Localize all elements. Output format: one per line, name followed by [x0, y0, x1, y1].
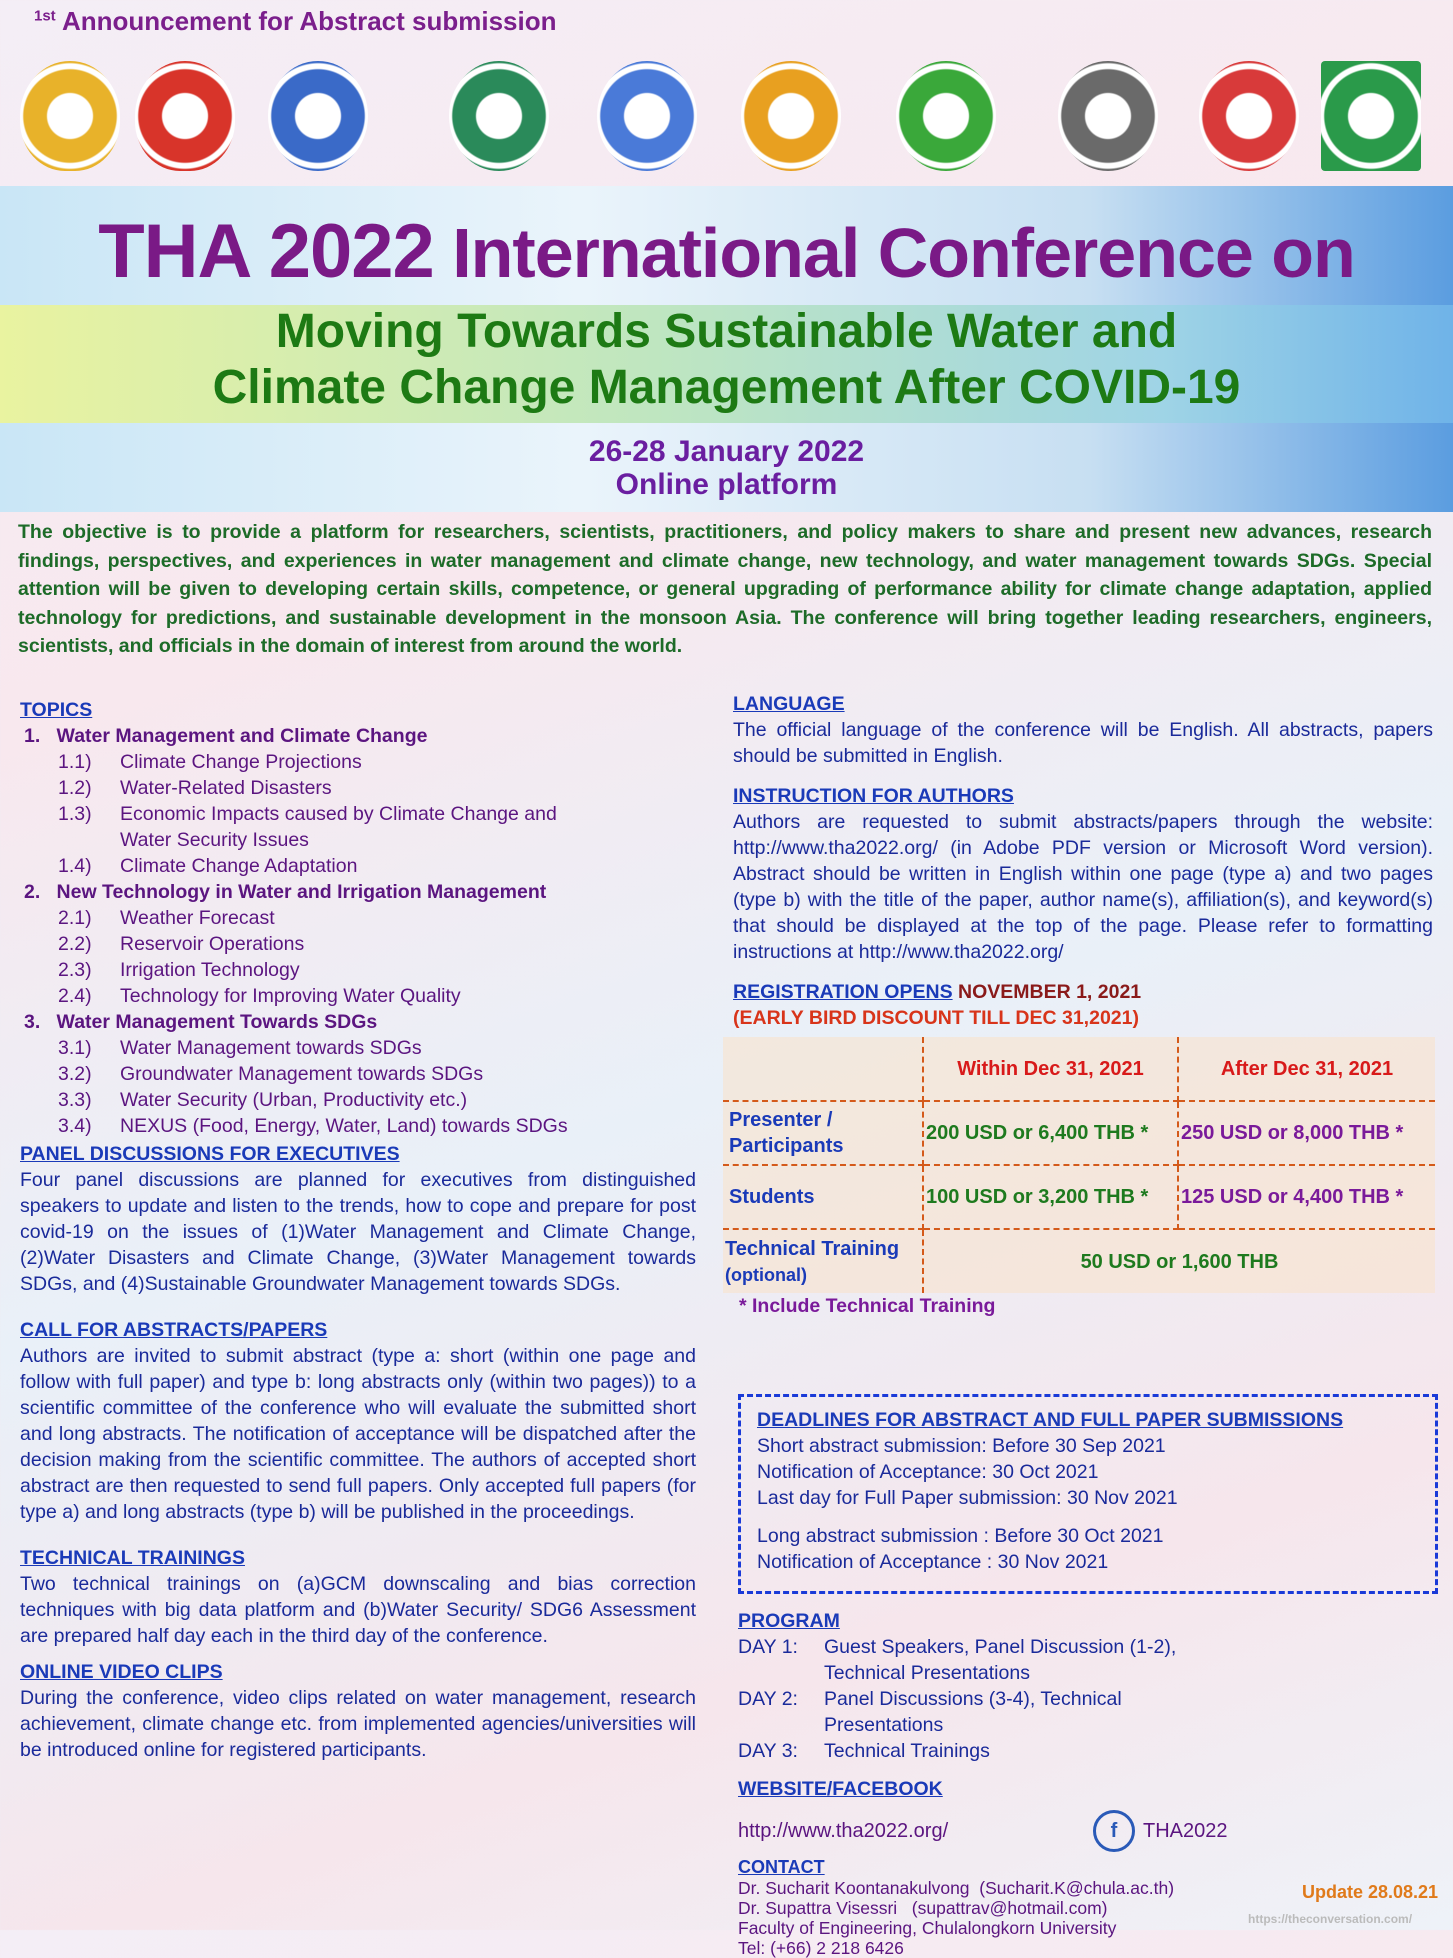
- onwr-logo-icon: [263, 52, 373, 180]
- objective-paragraph: The objective is to provide a platform for researchers, scientists, practitioners, and policy makers to share and present new advances, research findings, perspectives, and experiences in water management and climate change, new technology, and water management towards SDGs. Special attention will be given to developing certain skills, competence, or general upgrading of performance ability for climate change adaptation, applied technology for predictions, and sustainable development in the monsoon Asia. The conference will bring together leading researchers, engineers, scientists, and officials in the domain of interest from around the world.: [18, 521, 1432, 658]
- call-text: Authors are invited to submit abstract (type a: short (within one page and follow with full paper) and type b: long abstracts only (within two pages)) to a scientific committee of the conference who will evaluate the submitted short and long abstracts. The notification of acceptance will be dispatched after the decision making from the scientific committee. The authors of accepted short abstract are then requested to send full papers. Only accepted full papers (for type a) and long abstracts (type b) will be published in the proceedings.: [20, 1345, 696, 1523]
- conference-title: THA 2022 International Conference on: [98, 209, 1355, 294]
- kasetsart-logo-icon: [891, 52, 1001, 180]
- table-header-row: [723, 1037, 1435, 1101]
- nrct-logo-icon: [1316, 52, 1426, 180]
- language-text: The official language of the conference will be English. All abstracts, papers should be submitted in English.: [733, 719, 1433, 767]
- topic-item: 1.3) Economic Impacts caused by Climate Change and Water Security Issues: [58, 803, 557, 851]
- conference-date: 26-28 January 2022: [588, 435, 865, 468]
- topic-item: 2.2) Reservoir Operations: [58, 933, 305, 955]
- topic-item: 3.4) NEXUS (Food, Energy, Water, Land) towards SDGs: [58, 1115, 568, 1137]
- topics-heading: TOPICS: [20, 699, 93, 721]
- topic-item: 1.2) Water-Related Disasters: [58, 777, 332, 799]
- registration-table: [723, 1037, 1435, 1293]
- contact-line: Faculty of Engineering, Chulalongkorn University: [738, 1918, 1117, 1938]
- chulalongkorn-logo-icon: [15, 52, 125, 180]
- program-day: DAY 1: Guest Speakers, Panel Discussion (1-2), Technical Presentations: [738, 1636, 1177, 1684]
- rid-logo-icon: [444, 52, 554, 180]
- topic-group: 1. Water Management and Climate Change: [24, 725, 428, 747]
- image-credit: https://theconversation.com/: [1248, 1912, 1413, 1926]
- topic-group: 3. Water Management Towards SDGs: [24, 1011, 378, 1033]
- header-after: After Dec 31, 2021: [1178, 1037, 1435, 1101]
- topic-item: 1.4) Climate Change Adaptation: [58, 855, 358, 877]
- table-row: Students 100 USD or 3,200 THB * 125 USD or 4,400 THB *: [723, 1165, 1435, 1229]
- dwr-logo-icon: [592, 52, 702, 180]
- right-column: [725, 691, 1433, 1319]
- call-heading: CALL FOR ABSTRACTS/PAPERS: [20, 1319, 328, 1341]
- facebook-icon[interactable]: f: [1093, 1810, 1135, 1852]
- thai-hydra-logo-icon: [130, 52, 240, 180]
- left-column: [20, 697, 696, 1763]
- table-row: Presenter / Participants 200 USD or 6,400 THB * 250 USD or 8,000 THB *: [723, 1101, 1435, 1165]
- program-day: DAY 3: Technical Trainings: [738, 1740, 990, 1762]
- panel-text: Four panel discussions are planned for executives from distinguished speakers to update and listen to the trends, how to cope and prepare for post covid-19 on the issues of (1)Water Management and Climate Change, (2)Water Disasters and Climate Change, (3)Water Management towards SDGs, and (4)Sustainable Groundwater Management towards SDGs.: [20, 1169, 696, 1295]
- program-day: DAY 2: Panel Discussions (3-4), Technical Presentations: [738, 1688, 1122, 1736]
- contact-heading: CONTACT: [738, 1857, 825, 1877]
- video-text: During the conference, video clips related on water management, research achievement, climate change etc. from implemented agencies/universities will be introduced online for registered participants.: [20, 1687, 696, 1761]
- instruction-heading: INSTRUCTION FOR AUTHORS: [733, 785, 1014, 807]
- subtitle-line-2: Climate Change Management After COVID-19: [212, 361, 1241, 414]
- include-training-note: * Include Technical Training: [739, 1295, 996, 1317]
- topic-item: 3.2) Groundwater Management towards SDGs: [58, 1063, 484, 1085]
- table-row: Technical Training (optional) 50 USD or 1,600 THB: [723, 1229, 1435, 1293]
- conference-venue: Online platform: [615, 468, 838, 501]
- facebook-handle[interactable]: THA2022: [1143, 1820, 1228, 1842]
- topic-item: 1.1) Climate Change Projections: [58, 751, 362, 773]
- instruction-text: Authors are requested to submit abstracts/papers through the website: http://www.tha2022.org/ (in Adobe PDF version or Microsoft Word version). Abstract should be written in English within one page (type a) and two pages (type b) with the title of the paper, author name(s), affiliation(s), and keyword(s) that should be displayed at the top of the page. Please refer to formatting instructions at http://www.tha2022.org/: [733, 811, 1433, 963]
- dgr-logo-icon: [736, 52, 846, 180]
- topics-list: [20, 723, 696, 1139]
- topic-item: 2.1) Weather Forecast: [58, 907, 275, 929]
- early-bird-note: (EARLY BIRD DISCOUNT TILL DEC 31,2021): [733, 1007, 1139, 1029]
- contact-line: Dr. Sucharit Koontanakulvong (Sucharit.K@chula.ac.th): [738, 1878, 1175, 1898]
- registration-heading: REGISTRATION OPENS NOVEMBER 1, 2021: [733, 981, 1142, 1003]
- program-heading: PROGRAM: [738, 1610, 840, 1632]
- announcement-heading: $^{1st}$ Announcement for Abstract submission: [34, 6, 557, 36]
- website-heading: WEBSITE/FACEBOOK: [738, 1778, 943, 1800]
- header-within: Within Dec 31, 2021: [923, 1037, 1178, 1101]
- trainings-text: Two technical trainings on (a)GCM downscaling and bias correction techniques with big data platform and (b)Water Security/ SDG6 Assessment are prepared half day each in the third day of the conference.: [20, 1573, 696, 1647]
- deadlines-box: DEADLINES FOR ABSTRACT AND FULL PAPER SUBMISSIONS Short abstract submission: Before 30 Sep 2021 Notification of Acceptance: 30 Oct 2021 Last day for Full Paper submission: 30 Nov 2021 Long abstract submission : Before 30 Oct 2021 Notification of Acceptance : 30 Nov 2021: [738, 1394, 1438, 1594]
- topic-item: 2.3) Irrigation Technology: [58, 959, 300, 981]
- deadlines-heading: DEADLINES FOR ABSTRACT AND FULL PAPER SUBMISSIONS: [757, 1409, 1344, 1431]
- website-link[interactable]: http://www.tha2022.org/: [738, 1820, 949, 1842]
- trainings-heading: TECHNICAL TRAININGS: [20, 1547, 245, 1569]
- tsri-logo-icon: [1194, 52, 1304, 180]
- contact-line: Dr. Supattra Visessri (supattrav@hotmail.com): [738, 1898, 1108, 1918]
- video-heading: ONLINE VIDEO CLIPS: [20, 1661, 223, 1683]
- panel-heading: PANEL DISCUSSIONS FOR EXECUTIVES: [20, 1143, 400, 1165]
- program-section: [738, 1608, 1438, 1958]
- topic-group: 2. New Technology in Water and Irrigation Management: [24, 881, 547, 903]
- topic-item: 3.1) Water Management towards SDGs: [58, 1037, 422, 1059]
- subtitle-line-1: Moving Towards Sustainable Water and: [275, 305, 1178, 358]
- update-label: Update 28.08.21: [1302, 1882, 1439, 1902]
- topic-item: 2.4) Technology for Improving Water Quality: [58, 985, 461, 1007]
- ait-logo-icon: [1053, 52, 1163, 180]
- contact-line: Tel: (+66) 2 218 6426: [738, 1938, 904, 1958]
- topic-item: 3.3) Water Security (Urban, Productivity etc.): [58, 1089, 468, 1111]
- language-heading: LANGUAGE: [733, 693, 845, 715]
